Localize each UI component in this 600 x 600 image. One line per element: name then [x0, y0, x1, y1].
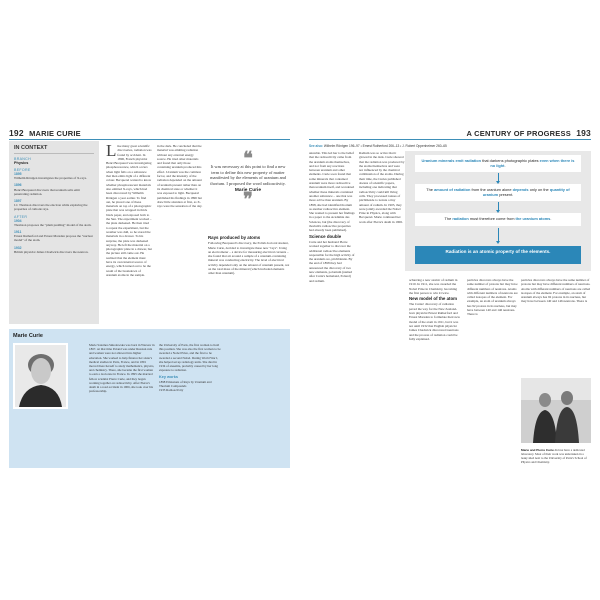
context-title: IN CONTEXT — [14, 145, 94, 154]
branch-label: BRANCH — [14, 157, 31, 161]
bio-column-1: Marie Salomea Skłodowska was born in Warsaw in 1867. At that time Poland was under Russian rule and women were not allowed into higher education. She worked to help finance her sister's medical studies in Paris, France, and in 1891 moved there herself to study mathematics, physics, and chemistry. There, she became the first woman to earn a doctorate in France. In 1895 she married fellow scientist Pierre Curie, and they began working together on radioactivity. After Pierre's death in a road accident in 1906, she took over his professorship. — [89, 343, 155, 394]
context-event: 1904 Thomson proposes the "plum pudding" model of the atom. — [14, 218, 92, 227]
body-column-3: achieving a new atomic of radium in 1910. In 1911, she was awarded the Nobel Prize in Chemistry, becoming the first person to win it twice. New model of the atom The Curies' discovery of radiation paved the way for the New Zealand-born physicist Ernest Rutherford and Ernest Marsden to formulate their new model of the atom in 1911, but it was not until 1932 that English physicist James Chadwick discovered neutrons and the process of radiation could be fully explained. — [409, 278, 460, 341]
in-context-box — [9, 141, 99, 324]
biography-box — [9, 329, 290, 468]
running-head: A CENTURY OF PROGRESS — [466, 129, 571, 138]
flow-step-3: The radiation must therefore come from the uranium atoms. — [415, 213, 581, 226]
left-page — [9, 128, 290, 468]
context-event: 1932 British physicist James Chadwick discovers the neutron. — [14, 245, 89, 254]
section-heading: New model of the atom — [409, 296, 458, 302]
before-label: BEFORE — [14, 168, 31, 172]
context-event: 1897 J.J. Thomson discovers the electron while exploring the properties of cathode rays. — [14, 199, 88, 212]
header-rule — [309, 139, 591, 140]
bio-title: Marie Curie — [13, 333, 43, 339]
body-column-1: unstable. This led her to the belief that the radioactivity came from the uranium atoms themselves, and not from any reactions between uranium and other elements. Curie soon found that some minerals that contained uranium were more radioactive than uranium itself, and wondered whether these minerals contained another substance – one that was more active than uranium. By 1898, she had identified thorium as another radioactive element. She wanted to present her findings in a paper to the Académie des Sciences, but (the discovery of thorium's radioactive properties had already been published). Science double Curie and her husband Pierre worked together to discover the additional radioactive elements responsible for the high activity of the uranium ore, pitchblende. By the end of 1898 they had announced the discovery of two new elements, polonium (named after Curie's homeland, Poland) and radium. — [309, 151, 355, 283]
branch-value: Physics — [14, 161, 29, 165]
body-column-4: particles discovers always have the same number of protons but may have different numbers of neutrons. Atoms with different numbers of neutrons are called isotopes of the element. For example, an atom of uranium always has 92 protons in its nucleus, but may have between 140 and 146 neutrons. There is — [467, 278, 518, 317]
context-event: 1896 Henri Becquerel discovers that uranium salts emit penetrating radiation. — [14, 183, 80, 196]
body-column-2: in the dark. He concluded that the material was emitting radiation without any external energy source. He tried other materials and found that only those containing uranium produced this effect. Uranium was the common factor, and the intensity of the radiation depended on the amount of uranium present rather than on its chemical state or whether it was exposed to light. Becquerel published his findings in 1896 but drew little attention at first, as X-rays were the sensation of the day. — [157, 144, 203, 209]
flow-arrow — [498, 228, 499, 242]
body-column-3: Rays produced by atoms Following Becquerel's discovery, the Polish doctoral student, Marie Curie, decided to investigate these new "rays". Using an electrometer – a device for measuring electrical currents – she found that air around a sample of a uranium-containing mineral was conducting electricity. The level of electrical activity depended only on the amount of uranium present, not on the total mass of the mineral (which included elements other than uranium). — [208, 235, 290, 276]
photo-caption: Marie and Pierre Curie did not have a dedicated laboratory. Most of their work was undertaken in a leaky shed next to the University of Paris's School of Physics and Chemistry. — [521, 448, 587, 464]
flow-step-2: The amount of radiation from the uranium alone depends only on the quantity of uranium present. — [415, 184, 581, 201]
flow-arrow — [498, 202, 499, 211]
curie-couple-photo — [521, 378, 591, 443]
after-label: AFTER — [14, 214, 28, 219]
page-number: 193 — [576, 128, 591, 138]
flow-result: Radiation is an atomic property of the elements. — [415, 246, 581, 264]
page-number: 192 — [9, 128, 24, 138]
flow-step-1: Uranium minerals emit radiation that darkens photographic plates even when there is no light. — [415, 155, 581, 172]
header-rule — [9, 139, 290, 140]
drop-cap: L — [106, 144, 117, 160]
right-page — [309, 128, 591, 468]
quote-author: Marie Curie — [234, 188, 262, 194]
context-event: 1895 Wilhelm Röntgen investigates the properties of X-rays. — [14, 172, 87, 181]
flow-arrow — [498, 173, 499, 182]
bio-column-2: the University of Paris, the first woman to hold this position. She was also the first woman to be awarded a Nobel Prize, and the first to be awarded a second Nobel. During World War I, she helped set up radiology units. She died in 1934 of anaemia, probably caused by her long exposure to radiation. Key works 1898 Emissions of Rays by Uranium and Thorium Compounds 1935 Radioactivity — [159, 343, 221, 393]
body-column-5: particles discovers always have the same number of protons but may have different numbers of neutrons. Atoms with different numbers of neutrons are called isotopes of the element. For example, an atom of uranium always has 92 protons in its nucleus, but may have between 140 and 146 neutrons. There is — [521, 278, 591, 304]
see-also: See also: Wilhelm Röntgen 196–97 ▪ Ernest Rutherford 206–13 ▪ J. Robert Oppenheimer 260–65 — [309, 144, 447, 148]
key-works-title: Key works — [159, 375, 178, 380]
body-column-1: Like many great scientific discoveries, radiation was found by accident. In 1896, French physicist Henri Becquerel was investigating phosphorescence, which occurs when light falls on a substance that then emits light of a different colour. Becquerel wanted to know whether phosphorescent materials also emitted X-rays, which had been discovered by Wilhelm Röntgen a year earlier. To find out, he placed one of these materials on top of a photographic plate that was wrapped in thick black paper, and exposed both to the Sun. The experiment worked – the plate darkened. He then tried to repeat the experiment, but the weather was dull, so he stored the materials in a drawer. To his surprise, the plate was darkened anyway. He left the material on a photographic plate in a drawer, but the picture still came out. He realized that the element must have its own internal source of energy, which turned out to be the result of the breakdown of uranium atoms in the sample. — [106, 144, 152, 277]
quote-text: It was necessary at this point to find a new term to define this new property of matter manifested by the elements of uranium and thorium. I proposed the word radioactivity. — [210, 164, 286, 186]
close-quote-icon: ❞ — [243, 189, 253, 210]
pull-quote — [206, 148, 290, 210]
right-folio — [467, 128, 591, 138]
open-quote-icon: ❝ — [243, 148, 253, 168]
section-heading: Rays produced by atoms — [208, 235, 261, 240]
key-work-item: 1935 Radioactivity — [159, 388, 184, 393]
key-work-item: 1898 Emissions of Rays by Uranium and Thorium Compounds — [159, 379, 212, 388]
running-head: MARIE CURIE — [29, 129, 81, 138]
left-folio — [9, 128, 81, 138]
section-heading: Science double — [309, 233, 342, 239]
context-event: 1911 Ernest Rutherford and Ernest Marsden propose the "nuclear model" of the atom. — [14, 230, 93, 243]
body-column-2: Radium was so active that it glowed in the dark. Curie showed that the radiation was produced by the atoms themselves and were not influenced by the chemical combination of the atoms. During their time, the Curies published dozens of scientific papers, including one indicating that radioactivity could kill living cells. They processed tonnes of pitchblende to isolate a tiny amount of radium. In 1903, they were jointly awarded the Nobel Prize in Physics, along with Becquerel. Marie continued her work after Pierre's death in 1906. — [359, 151, 405, 224]
portrait-photo — [13, 343, 68, 409]
